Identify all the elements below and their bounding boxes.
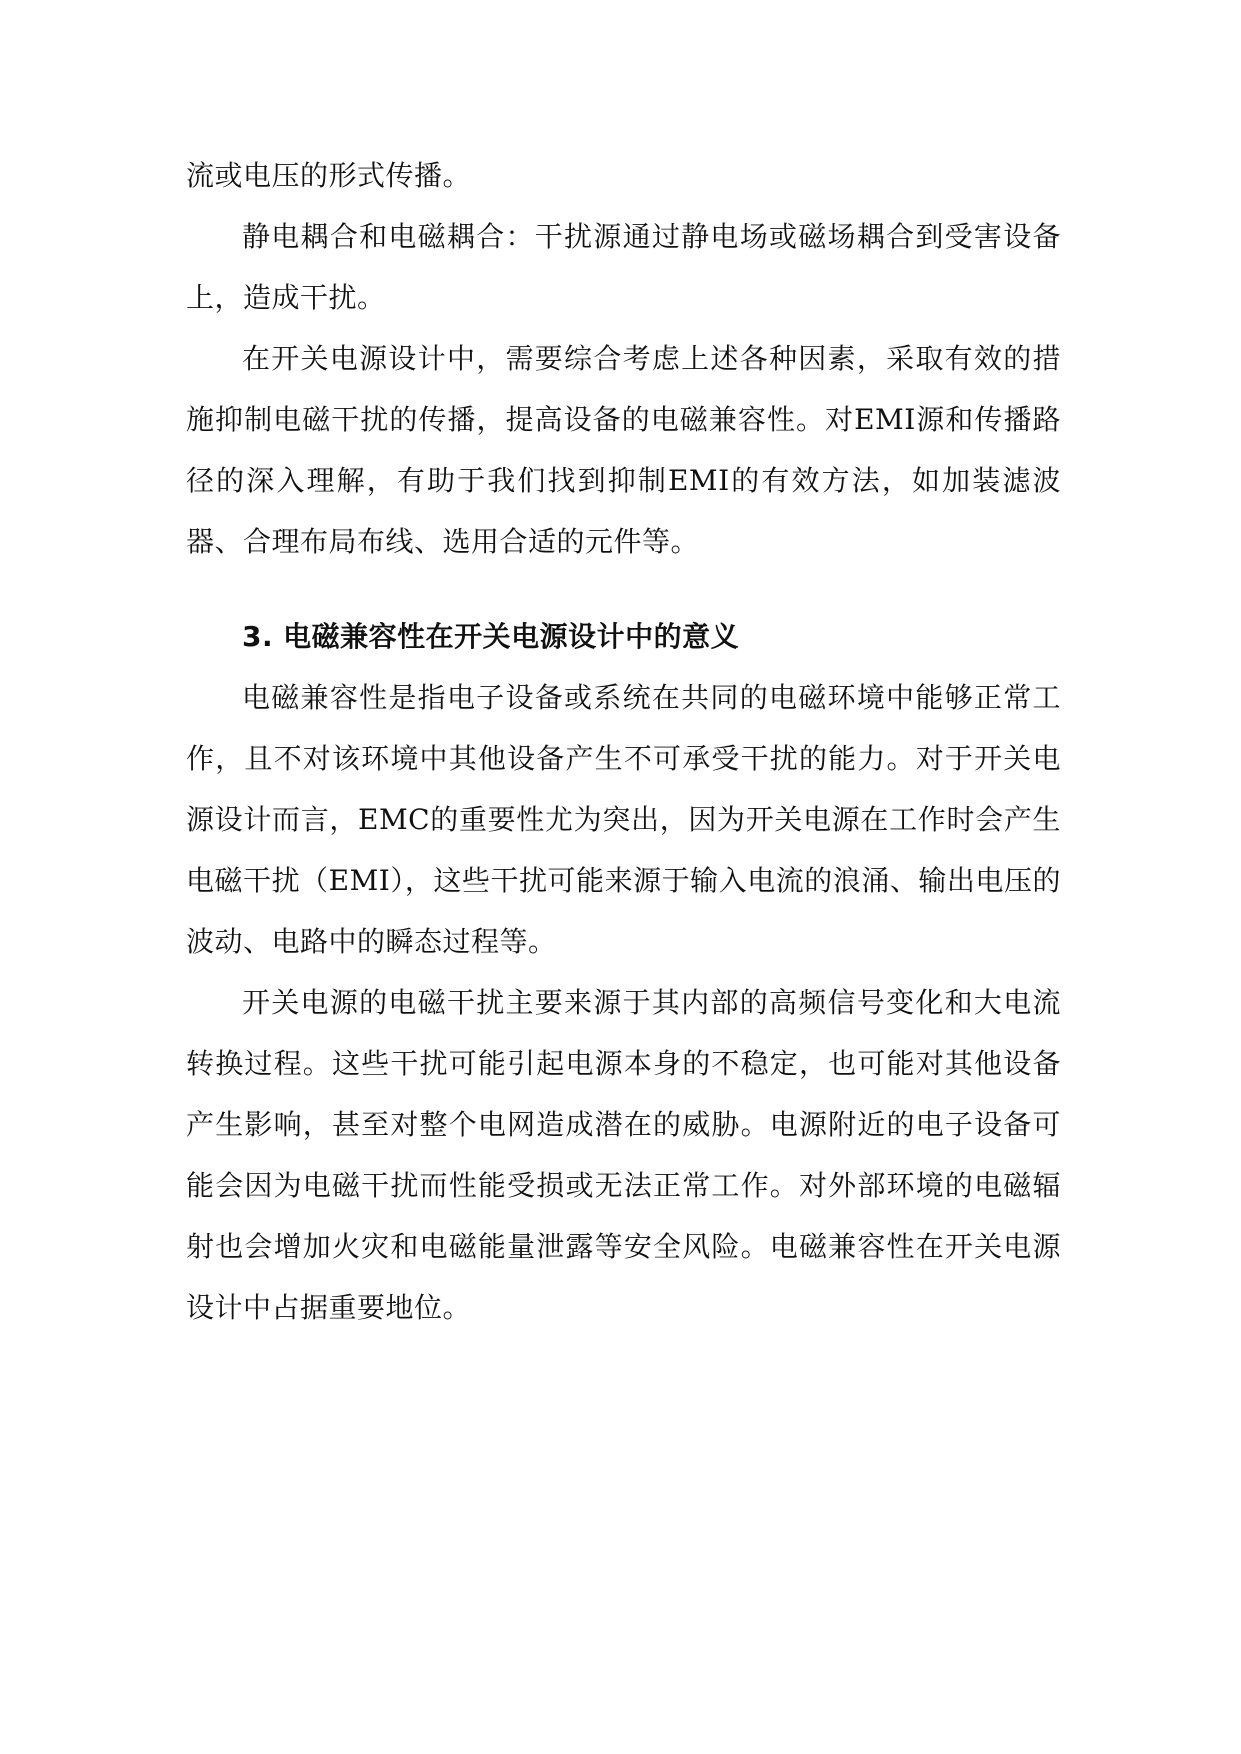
document-body [186,145,1061,1338]
paragraph-coupling: 静电耦合和电磁耦合：干扰源通过静电场或磁场耦合到受害设备上，造成干扰。 [186,220,1061,314]
paragraph-emi-sources: 开关电源的电磁干扰主要来源于其内部的高频信号变化和大电流转换过程。这些干扰可能引起电源本身的不稳定，也可能对其他设备产生影响，甚至对整个电网造成潜在的威胁。电源附近的电子设备可能会因为电磁干扰而性能受损或无法正常工作。对外部环境的电磁辐射也会增加火灾和电磁能量泄露等安全风险。电磁兼容性在开关电源设计中占据重要地位。 [186,986,1061,1324]
paragraph-emc-definition: 电磁兼容性是指电子设备或系统在共同的电磁环境中能够正常工作，且不对该环境中其他设备产生不可承受干扰的能力。对于开关电源设计而言，EMC的重要性尤为突出，因为开关电源在工作时会产生电磁干扰（EMI），这些干扰可能来源于输入电流的浪涌、输出电压的波动、电路中的瞬态过程等。 [186,681,1061,958]
section-number: 3. [242,620,274,653]
paragraph-continuation: 流或电压的形式传播。 [186,159,472,192]
section-heading [186,572,1061,667]
paragraph-design-considerations: 在开关电源设计中，需要综合考虑上述各种因素，采取有效的措施抑制电磁干扰的传播，提高设备的电磁兼容性。对EMI源和传播路径的深入理解，有助于我们找到抑制EMI的有效方法，如加装滤波器、合理布局布线、选用合适的元件等。 [186,342,1061,558]
section-title: 电磁兼容性在开关电源设计中的意义 [283,620,740,653]
